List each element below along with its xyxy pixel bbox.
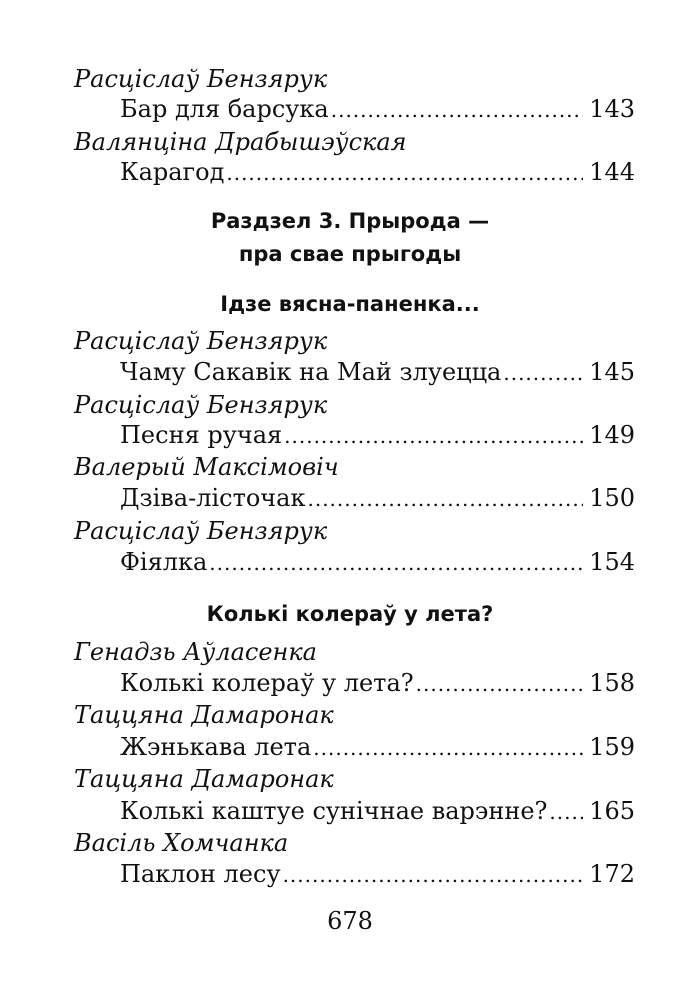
entry-page-number: 150	[589, 484, 635, 512]
toc-entry[interactable]	[120, 94, 635, 125]
entry-page-number: 154	[589, 548, 635, 576]
entry-title: Песня ручая	[120, 421, 283, 449]
entry-author: Валянціна Драбышэўская	[74, 128, 407, 156]
entry-title: Колькі каштуе сунічнае варэнне?	[120, 797, 548, 825]
entry-author: Расціслаў Бензярук	[74, 327, 328, 355]
toc-entry[interactable]	[120, 547, 635, 578]
toc-entry[interactable]	[120, 483, 635, 514]
dot-leader	[549, 797, 583, 827]
entry-author: Расціслаў Бензярук	[74, 391, 328, 419]
dot-leader	[226, 158, 583, 188]
toc-entry[interactable]	[120, 732, 635, 763]
entry-author: Васіль Хомчанка	[74, 829, 289, 857]
entry-page-number: 144	[589, 158, 635, 186]
entry-page-number: 149	[589, 421, 635, 449]
entry-author: Валерый Максімовіч	[74, 453, 339, 481]
entry-page-number: 143	[589, 95, 635, 123]
entry-author: Таццяна Дамаронак	[74, 765, 334, 793]
toc-entry[interactable]	[120, 668, 635, 699]
entry-title: Карагод	[120, 158, 225, 186]
entry-author: Генадзь Аўласенка	[74, 638, 317, 666]
entry-page-number: 165	[589, 797, 635, 825]
dot-leader	[209, 548, 583, 578]
toc-entry[interactable]	[120, 157, 635, 188]
entry-page-number: 145	[589, 358, 635, 386]
page-number: 678	[327, 907, 373, 935]
dot-leader	[307, 484, 583, 514]
toc-entry[interactable]	[120, 859, 635, 890]
entry-author: Расціслаў Бензярук	[74, 65, 328, 93]
section-title-line-1: Раздзел 3. Прырода —	[210, 209, 490, 233]
toc-entry[interactable]	[120, 796, 635, 827]
entry-author: Расціслаў Бензярук	[74, 517, 328, 545]
dot-leader	[503, 358, 583, 388]
dot-leader	[283, 860, 584, 890]
toc-entry[interactable]	[120, 420, 635, 451]
toc-entry[interactable]	[120, 357, 635, 388]
entry-page-number: 159	[589, 733, 635, 761]
dot-leader	[416, 669, 584, 699]
dot-leader	[313, 733, 583, 763]
entry-title: Колькі колераў у лета?	[120, 669, 414, 697]
entry-page-number: 172	[589, 860, 635, 888]
entry-title: Паклон лесу	[120, 860, 281, 888]
entry-title: Бар для барсука	[120, 95, 329, 123]
entry-title: Жэнькава лета	[120, 733, 312, 761]
subsection-heading: Ідзе вясна-паненка...	[220, 292, 480, 316]
subsection-heading: Колькі колераў у лета?	[206, 602, 494, 626]
entry-title: Чаму Сакавік на Май злуецца	[120, 358, 502, 386]
dot-leader	[331, 95, 583, 125]
dot-leader	[284, 421, 583, 451]
section-title-line-2: пра свае прыгоды	[238, 242, 462, 266]
entry-page-number: 158	[589, 669, 635, 697]
entry-title: Фіялка	[120, 548, 208, 576]
entry-title: Дзіва-лісточак	[120, 484, 306, 512]
entry-author: Таццяна Дамаронак	[74, 701, 334, 729]
